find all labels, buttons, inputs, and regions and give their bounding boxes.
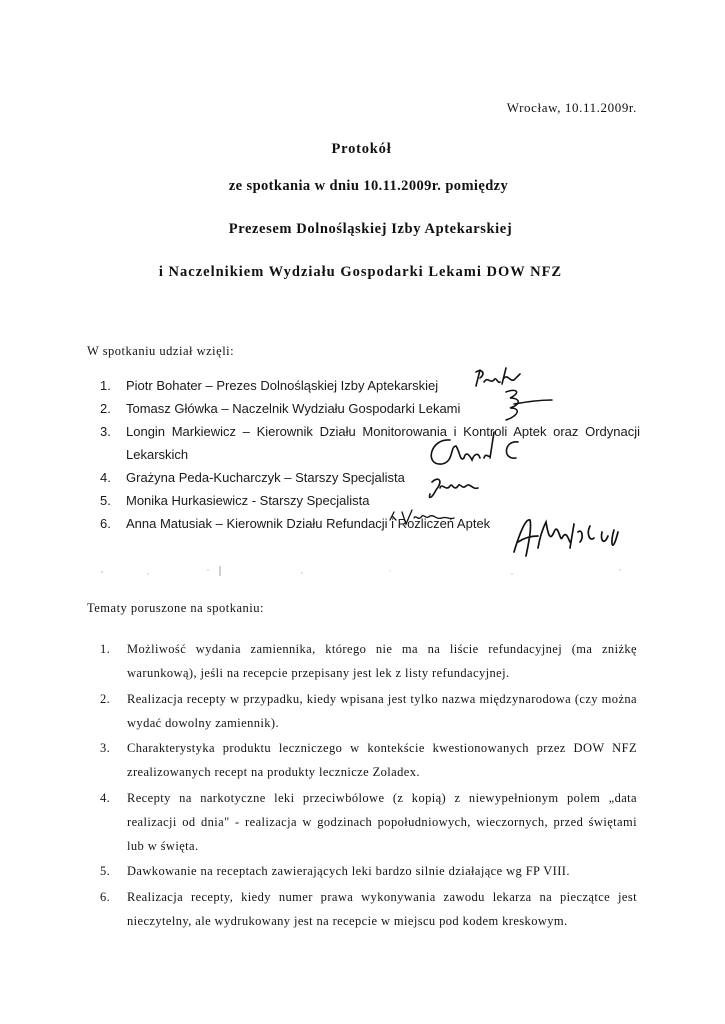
topics-list — [100, 637, 637, 934]
title-subline-head: i Naczelnikiem Wydziału Gospodarki Lekami DOW NFZ — [158, 264, 563, 280]
title-subline-meeting: ze spotkania w dniu 10.11.2009r. pomiędzy — [228, 178, 509, 194]
list-item — [100, 489, 640, 512]
list-item-number: 6. — [100, 516, 111, 531]
topics-heading: Tematy poruszone na spotkaniu: — [87, 601, 264, 615]
list-item — [100, 859, 637, 883]
document-title: Protokół — [331, 141, 392, 157]
topic-text: Realizacja recepty w przypadku, kiedy wpisana jest tylko nazwa międzynarodowa (czy można wydać dowolny zamiennik). — [127, 691, 637, 730]
list-item — [100, 786, 637, 858]
list-item — [100, 885, 637, 933]
list-item-number: 3. — [100, 424, 111, 439]
list-item-number: 1. — [100, 642, 111, 656]
scan-noise — [90, 562, 650, 582]
list-item-number: 4. — [100, 790, 111, 805]
topic-text: Dawkowanie na receptach zawierających leki bardzo silnie działające wg FP VIII. — [127, 864, 570, 878]
list-item — [100, 736, 637, 784]
list-item — [100, 420, 640, 466]
list-item — [100, 512, 640, 535]
participants-list — [100, 374, 640, 535]
list-item-number: 4. — [100, 470, 111, 485]
participant-name: Longin Markiewicz – Kierownik Działu Monitorowania i Kontroli Aptek oraz Ordynacji Lekarskich — [126, 424, 640, 462]
list-item — [100, 687, 637, 735]
list-item-number: 2. — [100, 401, 111, 416]
topic-text: Możliwość wydania zamiennika, którego nie ma na liście refundacyjnej (ma zniżkę warunkową), jeśli na recepcie przepisany jest lek z listy refundacyjnej. — [127, 642, 637, 680]
topic-text: Recepty na narkotyczne leki przeciwbólowe (z kopią) z niewypełnionym polem „data realizacji od dnia" - realizacja w godzinach popołudniowych, wieczornych, przed świętami lub w święta. — [127, 790, 637, 853]
list-item-number: 1. — [100, 378, 111, 393]
list-item-number: 6. — [100, 889, 111, 904]
participant-name: Anna Matusiak – Kierownik Działu Refundacji i Rozliczeń Aptek — [126, 516, 491, 531]
participant-name: Piotr Bohater – Prezes Dolnośląskiej Izby Aptekarskiej — [126, 378, 439, 393]
list-item — [100, 397, 640, 420]
topic-text: Realizacja recepty, kiedy numer prawa wykonywania zawodu lekarza na pieczątce jest nieczytelny, ale wydrukowany jest na recepcie w miejscu pod kodem kreskowym. — [127, 889, 637, 928]
participant-name: Tomasz Główka – Naczelnik Wydziału Gospodarki Lekami — [126, 401, 461, 416]
list-item-number: 5. — [100, 493, 111, 508]
title-subline-president: Prezesem Dolnośląskiej Izby Aptekarskiej — [228, 221, 513, 237]
list-item-number: 3. — [100, 741, 111, 755]
list-item-number: 5. — [100, 864, 111, 878]
list-item-number: 2. — [100, 691, 111, 706]
participant-name: Grażyna Peda-Kucharczyk – Starszy Specjalista — [126, 470, 405, 485]
document-date: Wrocław, 10.11.2009r. — [506, 100, 637, 115]
participant-name: Monika Hurkasiewicz - Starszy Specjalista — [126, 493, 370, 508]
topic-text: Charakterystyka produktu leczniczego w kontekście kwestionowanych przez DOW NFZ zrealizowanych recept na produkty lecznicze Zoladex. — [127, 741, 637, 779]
list-item — [100, 637, 637, 685]
list-item — [100, 374, 640, 397]
list-item — [100, 466, 640, 489]
participants-heading: W spotkaniu udział wzięli: — [87, 344, 235, 358]
